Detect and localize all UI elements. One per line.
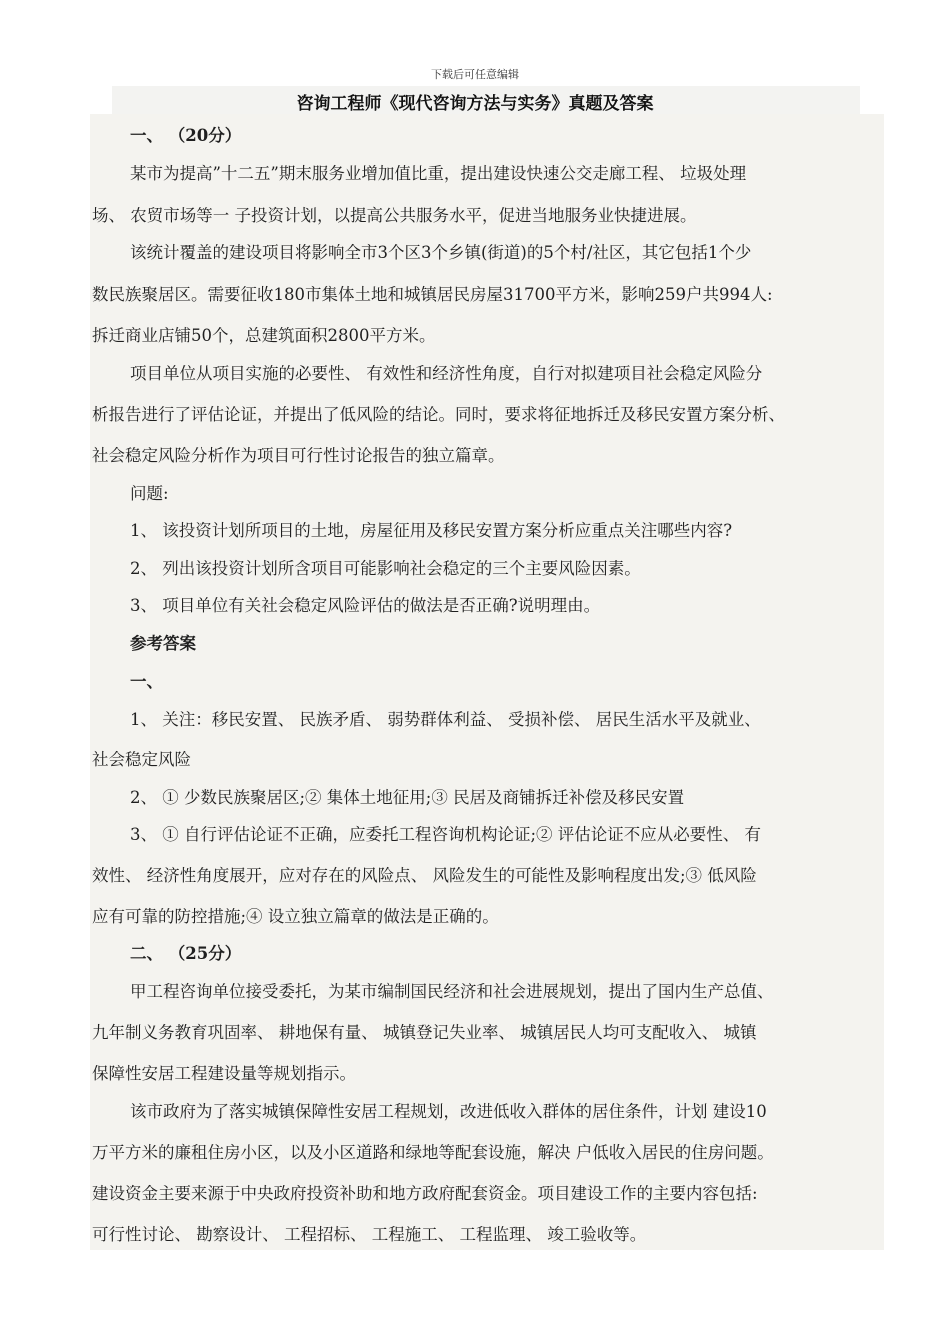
- answer-item: 社会稳定风险: [92, 750, 191, 769]
- paragraph-line: 某市为提高”十二五”期末服务业增加值比重，提出建设快速公交走廊工程、 垃圾处理: [130, 164, 747, 183]
- reference-answer-heading: 参考答案: [130, 634, 196, 653]
- paragraph-line: 析报告进行了评估论证，并提出了低风险的结论。同时，要求将征地拆迁及移民安置方案分析、: [92, 405, 785, 424]
- paragraph-line: 万平方米的廉租住房小区，以及小区道路和绿地等配套设施，解决 户低收入居民的住房问题。: [92, 1143, 774, 1162]
- paragraph-line: 甲工程咨询单位接受委托，为某市编制国民经济和社会进展规划，提出了国内生产总值、: [130, 982, 774, 1001]
- paragraph-line: 该统计覆盖的建设项目将影响全市3个区3个乡镇(街道)的5个村/社区，其它包括1个少: [130, 243, 752, 262]
- section-one-heading: 一、 （20分）: [130, 126, 242, 145]
- paragraph-line: 保障性安居工程建设量等规划指示。: [92, 1064, 356, 1083]
- paragraph-line: 社会稳定风险分析作为项目可行性讨论报告的独立篇章。: [92, 446, 505, 465]
- paragraph-line: 拆迁商业店铺50个，总建筑面积2800平方米。: [92, 326, 436, 345]
- paragraph-line: 建设资金主要来源于中央政府投资补助和地方政府配套资金。项目建设工作的主要内容包括:: [92, 1184, 758, 1203]
- questions-label: 问题:: [130, 484, 169, 503]
- paragraph-line: 数民族聚居区。需要征收180市集体土地和城镇居民房屋31700平方米，影响259户共994人:: [92, 285, 773, 304]
- question-item: 1、 该投资计划所项目的土地，房屋征用及移民安置方案分析应重点关注哪些内容?: [130, 521, 733, 540]
- answer-section-one-heading: 一、: [130, 672, 163, 691]
- paragraph-line: 场、 农贸市场等一 子投资计划，以提高公共服务水平，促进当地服务业快捷进展。: [92, 206, 697, 225]
- answer-item: 2、 ① 少数民族聚居区;② 集体土地征用;③ 民居及商铺拆迁补偿及移民安置: [130, 788, 685, 807]
- answer-item: 1、 关注：移民安置、 民族矛盾、 弱势群体利益、 受损补偿、 居民生活水平及就业、: [130, 710, 761, 729]
- question-item: 3、 项目单位有关社会稳定风险评估的做法是否正确?说明理由。: [130, 596, 601, 615]
- paragraph-line: 九年制义务教育巩固率、 耕地保有量、 城镇登记失业率、 城镇居民人均可支配收入、 城镇: [92, 1023, 757, 1042]
- document-title: 咨询工程师《现代咨询方法与实务》真题及答案: [296, 94, 654, 114]
- header-note: 下载后可任意编辑: [431, 68, 519, 81]
- answer-item: 效性、 经济性角度展开，应对存在的风险点、 风险发生的可能性及影响程度出发;③ 低风险: [92, 866, 757, 885]
- paragraph-line: 该市政府为了落实城镇保障性安居工程规划，改进低收入群体的居住条件，计划 建设10: [130, 1102, 767, 1121]
- answer-item: 应有可靠的防控措施;④ 设立独立篇章的做法是正确的。: [92, 907, 499, 926]
- question-item: 2、 列出该投资计划所含项目可能影响社会稳定的三个主要风险因素。: [130, 559, 641, 578]
- answer-item: 3、 ① 自行评估论证不正确，应委托工程咨询机构论证;② 评估论证不应从必要性、 有: [130, 825, 762, 844]
- paragraph-line: 可行性讨论、 勘察设计、 工程招标、 工程施工、 工程监理、 竣工验收等。: [92, 1225, 647, 1244]
- paragraph-line: 项目单位从项目实施的必要性、 有效性和经济性角度，自行对拟建项目社会稳定风险分: [130, 364, 763, 383]
- section-two-heading: 二、 （25分）: [130, 944, 242, 963]
